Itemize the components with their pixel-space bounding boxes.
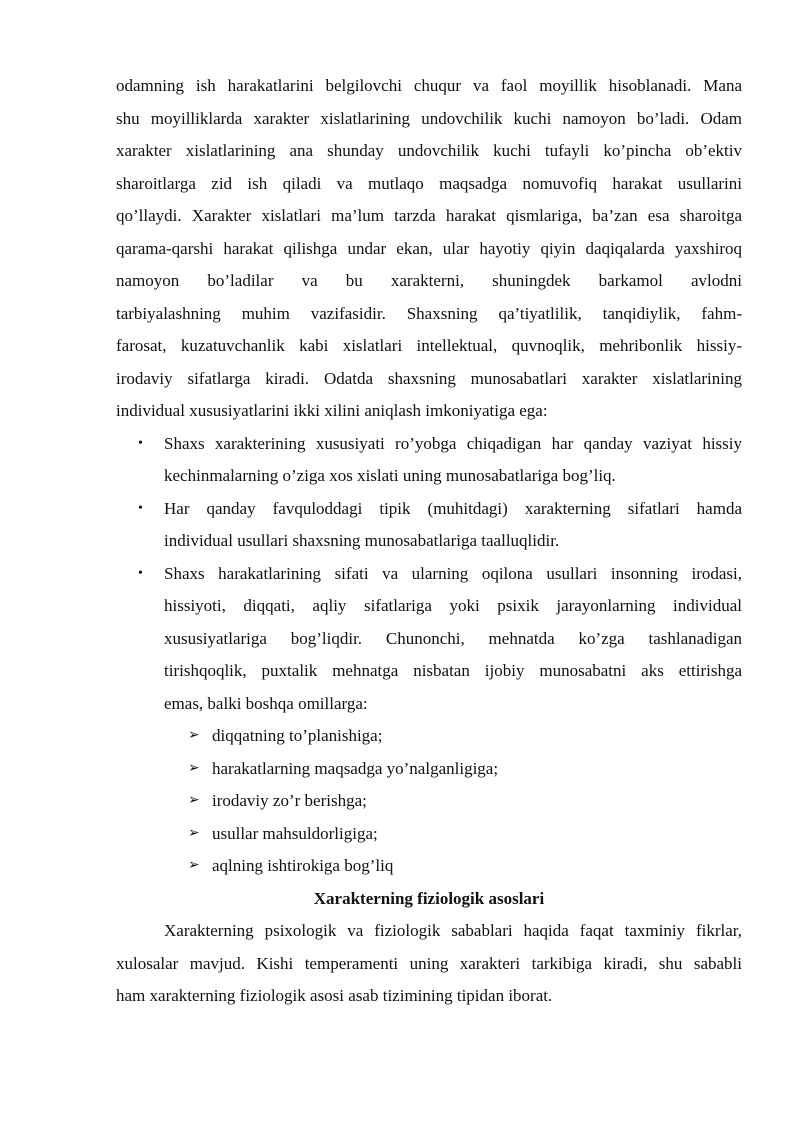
text-line: ham xarakterning fiziologik asosi asab tizimining tipidan iborat. — [116, 986, 553, 1005]
sub-list-item — [116, 720, 742, 753]
bullet-item — [116, 558, 742, 721]
text-line: tirishqoqlik, puxtalik mehnatga nisbatan ijobiy munosabatni aks ettirishga — [164, 661, 742, 680]
text-line: qarama-qarshi harakat qilishga undar ekan, ular hayotiy qiyin daqiqalarda yaxshiroq — [116, 238, 742, 258]
sub-list-item — [116, 818, 742, 851]
bullet-item — [116, 428, 742, 493]
arrow-bullet-icon: ➢ — [188, 825, 200, 841]
text-line: kechinmalarning o’ziga xos xislati uning munosabatlariga bog’liq. — [164, 466, 616, 485]
bullet-item — [116, 493, 742, 558]
text-line: individual xususiyatlarini ikki xilini aniqlash imkoniyatiga ega: — [116, 401, 548, 420]
intro-paragraph — [116, 70, 742, 428]
section-heading: Xarakterning fiziologik asoslari — [313, 888, 545, 908]
text-line: xulosalar mavjud. Kishi temperamenti uning xarakteri tarkibiga kiradi, shu sababli — [116, 953, 742, 973]
sub-item-text: usullar mahsuldorligiga; — [212, 823, 378, 843]
text-line: Shaxs xarakterining xususiyati ro’yobga chiqadigan har qanday vaziyat hissiy — [164, 433, 742, 453]
text-line: odamning ish harakatlarini belgilovchi chuqur va faol moyillik hisoblanadi. Mana — [116, 76, 742, 95]
text-line: emas, balki boshqa omillarga: — [164, 693, 368, 713]
text-line: farosat, kuzatuvchanlik kabi xislatlari intellektual, quvnoqlik, mehribonlik hissiy- — [116, 336, 742, 355]
text-line: Shaxs harakatlarining sifati va ularning oqilona usullari insonning irodasi, — [164, 563, 742, 583]
text-line: xarakter xislatlarining ana shunday undovchilik kuchi tufayli ko’pincha ob’ektiv — [116, 141, 742, 160]
text-line: irodaviy sifatlarga kiradi. Odatda shaxsning munosabatlari xarakter xislatlarining — [116, 368, 742, 388]
text-line: individual usullari shaxsning munosabatlariga taalluqlidir. — [164, 531, 560, 550]
arrow-bullet-icon: ➢ — [188, 858, 200, 873]
sub-list-item — [116, 785, 742, 818]
text-line: qo’llaydi. Xarakter xislatlari ma’lum tarzda harakat qismlariga, ba’zan esa sharoitga — [116, 206, 742, 225]
arrow-bullet-icon: ➢ — [188, 728, 200, 743]
arrow-bullet-icon: ➢ — [188, 793, 200, 808]
text-line: Har qanday favquloddagi tipik (muhitdagi) xarakterning sifatlari hamda — [164, 498, 742, 518]
sub-list-item — [116, 850, 742, 883]
sub-list-item — [116, 753, 742, 786]
sub-item-text: harakatlarning maqsadga yo’nalganligiga; — [212, 758, 499, 778]
text-line: namoyon bo’ladilar va bu xarakterni, shuningdek barkamol avlodni — [116, 271, 742, 290]
arrow-bullet-icon: ➢ — [188, 760, 200, 776]
bullet-icon: • — [138, 500, 143, 516]
document-page — [116, 70, 742, 1013]
sub-item-text: aqlning ishtirokiga bog’liq — [212, 856, 394, 875]
text-line: xususiyatlariga bog’liqdir. Chunonchi, mehnatda ko’zga tashlanadigan — [164, 628, 742, 648]
bullet-icon: • — [138, 565, 143, 581]
text-line: shu moyilliklarda xarakter xislatlarining undovchilik kuchi namoyon bo’ladi. Odam — [116, 108, 742, 128]
text-line: Xarakterning psixologik va fiziologik sabablari haqida faqat taxminiy fikrlar, — [164, 921, 742, 940]
text-line: sharoitlarga zid ish qiladi va mutlaqo maqsadga nomuvofiq harakat usullarini — [116, 173, 742, 193]
sub-item-text: irodaviy zo’r berishga; — [212, 791, 367, 810]
bullet-icon: • — [138, 435, 143, 451]
sub-item-text: diqqatning to’planishiga; — [212, 726, 383, 745]
text-line: tarbiyalashning muhim vazifasidir. Shaxsning qa’tiyatlilik, tanqidiylik, fahm- — [116, 303, 742, 323]
text-line: hissiyoti, diqqati, aqliy sifatlariga yoki psixik jarayonlarning individual — [164, 596, 742, 615]
final-paragraph — [116, 915, 742, 1013]
